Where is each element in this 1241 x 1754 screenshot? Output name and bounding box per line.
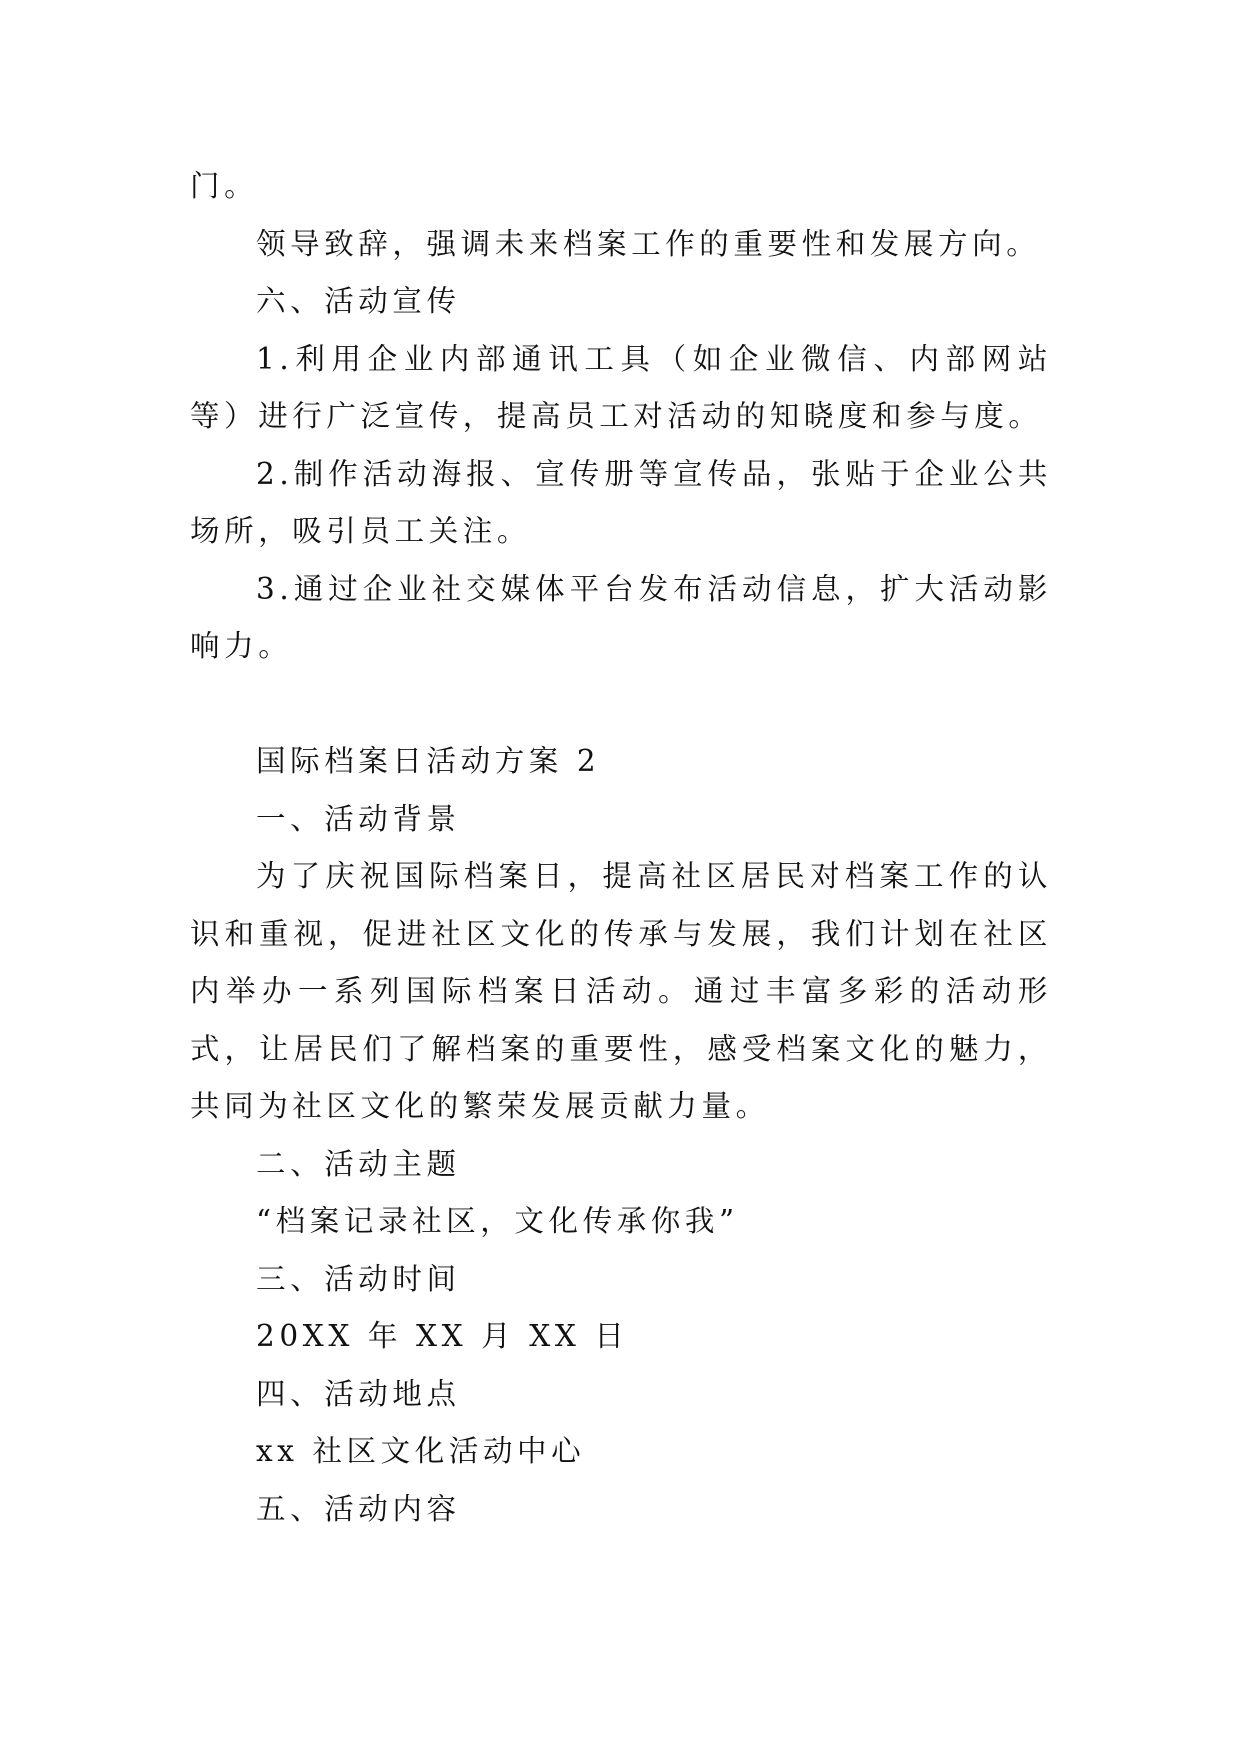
section-six-heading: 六、活动宣传 (256, 284, 461, 318)
publicity-item-1: 1.利用企业内部通讯工具（如企业微信、内部网站等）进行广泛宣传，提高员工对活动的知晓度和参与度。 (190, 341, 1052, 433)
carryover-line: 门。 (190, 169, 259, 203)
location-heading: 四、活动地点 (256, 1376, 461, 1411)
document-body (190, 158, 1052, 1538)
time-text: 20XX 年 XX 月 XX 日 (256, 1319, 629, 1353)
section-spacer (190, 676, 1052, 734)
leader-speech-paragraph: 领导致辞，强调未来档案工作的重要性和发展方向。 (256, 226, 1041, 261)
plan-2-title: 国际档案日活动方案 2 (256, 744, 601, 778)
publicity-item-2: 2.制作活动海报、宣传册等宣传品，张贴于企业公共场所，吸引员工关注。 (190, 456, 1052, 548)
publicity-item-3: 3.通过企业社交媒体平台发布活动信息，扩大活动影响力。 (190, 571, 1052, 663)
theme-heading: 二、活动主题 (256, 1146, 461, 1181)
background-paragraph: 为了庆祝国际档案日，提高社区居民对档案工作的认识和重视，促进社区文化的传承与发展，我们计划在社区内举办一系列国际档案日活动。通过丰富多彩的活动形式，让居民们了解档案的重要性，感受档案文化的魅力，共同为社区文化的繁荣发展贡献力量。 (190, 859, 1052, 1123)
background-heading: 一、活动背景 (256, 801, 461, 836)
time-heading: 三、活动时间 (256, 1261, 461, 1296)
content-heading: 五、活动内容 (256, 1491, 461, 1526)
location-text: xx 社区文化活动中心 (256, 1434, 586, 1468)
theme-text: “档案记录社区，文化传承你我” (256, 1204, 739, 1238)
